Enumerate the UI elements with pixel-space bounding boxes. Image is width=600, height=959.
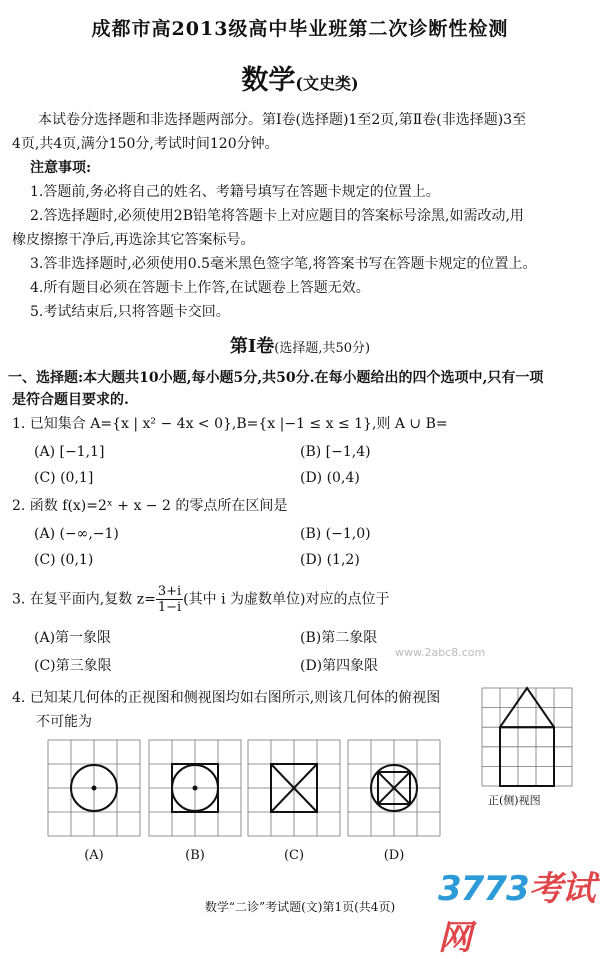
q1-option-a: (A) [−1,1]	[34, 444, 105, 460]
section-subtitle: (选择题,共50分)	[274, 341, 371, 356]
note-item: 2.答选择题时,必须使用2B铅笔将答题卡上对应题目的答案标号涂黑,如需改动,用	[30, 208, 524, 224]
option-b-label: (B)	[185, 848, 205, 863]
option-c-figure	[246, 738, 342, 838]
watermark-logo-text: 考试网	[438, 869, 595, 958]
subject-name: 数学	[241, 65, 296, 96]
q3-option-c: (C)第三象限	[34, 658, 112, 674]
view-caption: 正(侧)视图	[488, 794, 541, 807]
watermark-text: www.2abc8.com	[395, 646, 486, 659]
option-b-figure	[147, 738, 243, 838]
note-item: 1.答题前,务必将自己的姓名、考籍号填写在答题卡规定的位置上。	[30, 184, 440, 200]
note-item: 橡皮擦擦干净后,再选涂其它答案标号。	[12, 232, 255, 248]
q3-option-a: (A)第一象限	[34, 630, 112, 646]
question-1-stem: 1. 已知集合 A={x | x² − 4x < 0},B={x |−1 ≤ x ≤ 1},则 A ∪ B=	[12, 416, 448, 432]
note-item: 3.答非选择题时,必须使用0.5毫米黑色签字笔,将答案书写在答题卡规定的位置上。	[30, 256, 537, 272]
q3-fraction-denominator: 1−i	[157, 600, 182, 615]
question-2-stem: 2. 函数 f(x)=2ˣ + x − 2 的零点所在区间是	[12, 498, 288, 514]
watermark-logo-number: 3773	[438, 869, 529, 909]
notes-heading: 注意事项:	[30, 160, 92, 176]
question-3-stem	[12, 584, 389, 615]
option-a-figure	[46, 738, 142, 838]
front-side-view-figure	[478, 684, 578, 790]
section-title	[0, 332, 600, 358]
option-d-figure	[346, 738, 442, 838]
question-4-stem-1: 4. 已知某几何体的正视图和侧视图均如右图所示,则该几何体的俯视图	[12, 690, 441, 706]
option-a-label: (A)	[84, 848, 104, 863]
q2-option-b: (B) (−1,0)	[300, 526, 371, 542]
q3-stem-post: (其中 i 为虚数单位)对应的点位于	[183, 591, 390, 608]
q1-option-c: (C) (0,1]	[34, 470, 94, 486]
exam-title: 成都市高2013级高中毕业班第二次诊断性检测	[91, 18, 509, 40]
q2-option-c: (C) (0,1)	[34, 552, 94, 568]
subject-type: (文史类)	[295, 74, 359, 93]
option-d-label: (D)	[383, 848, 405, 863]
q1-option-d: (D) (0,4)	[300, 470, 360, 486]
q2-option-a: (A) (−∞,−1)	[34, 526, 119, 542]
q3-stem-pre: 3. 在复平面内,复数 z=	[12, 591, 156, 608]
subject-title	[0, 58, 600, 97]
section-instruction-2: 是符合题目要求的.	[12, 392, 129, 408]
intro-line-1: 本试卷分选择题和非选择题两部分。第Ⅰ卷(选择题)1至2页,第Ⅱ卷(非选择题)3至	[38, 112, 527, 128]
q3-option-d: (D)第四象限	[300, 658, 379, 674]
section-name: 第Ⅰ卷	[229, 336, 275, 357]
option-c-label: (C)	[283, 848, 305, 863]
section-instruction-1: 一、选择题:本大题共10小题,每小题5分,共50分.在每小题给出的四个选项中,只有一项	[8, 370, 544, 386]
intro-line-2: 4页,共4页,满分150分,考试时间120分钟。	[12, 136, 279, 152]
question-4-stem-2: 不可能为	[36, 714, 92, 730]
q1-option-b: (B) [−1,4)	[300, 444, 371, 460]
q3-option-b: (B)第二象限	[300, 630, 378, 646]
page-footer: 数学“二诊”考试题(文)第1页(共4页)	[204, 900, 396, 914]
note-item: 4.所有题目必须在答题卡上作答,在试题卷上答题无效。	[30, 280, 370, 296]
note-item: 5.考试结束后,只将答题卡交回。	[30, 304, 230, 320]
q3-fraction	[156, 584, 183, 615]
q3-fraction-numerator: 3+i	[157, 584, 182, 599]
q2-option-d: (D) (1,2)	[300, 552, 360, 568]
